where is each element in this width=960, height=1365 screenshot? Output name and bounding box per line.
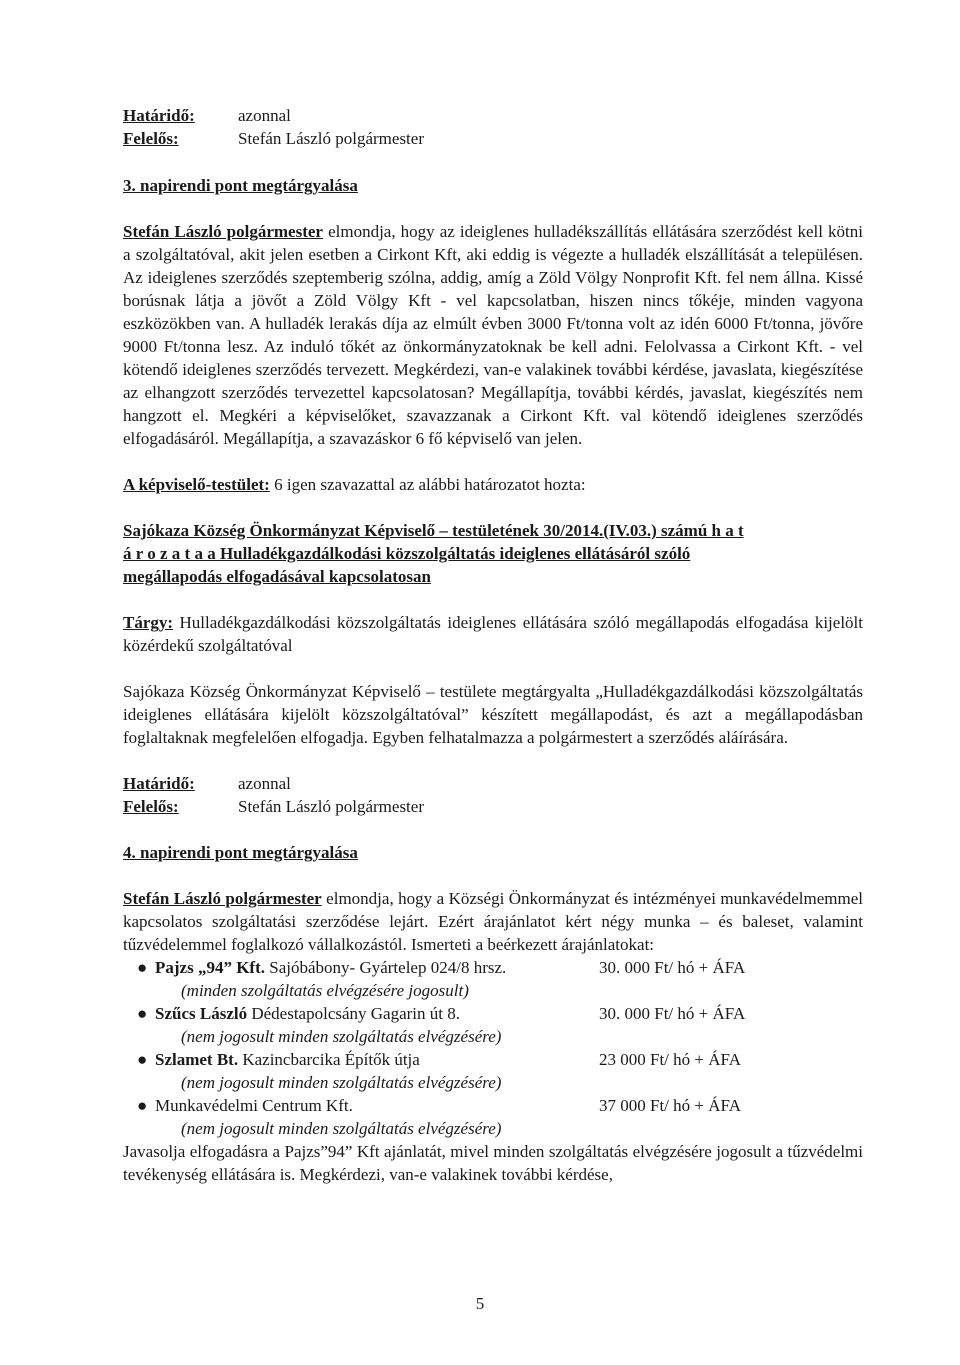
list-item [123,1048,863,1094]
offer-note: (nem jogosult minden szolgáltatás elvégzésére) [181,1073,502,1092]
bullet-icon: ● [137,958,148,977]
subject-paragraph [123,611,863,657]
section4-title: 4. napirendi pont megtárgyalása [123,843,358,862]
deadline-row [123,104,863,127]
section4-paragraph [123,887,863,956]
list-item [123,956,863,1002]
offer-note: (minden szolgáltatás elvégzésére jogosult) [181,981,469,1000]
vote-line [123,473,863,496]
section4-speaker: Stefán László polgármester [123,889,322,908]
section3-speaker: Stefán László polgármester [123,222,323,241]
subject-text: Hulladékgazdálkodási közszolgáltatás ideiglenes ellátására szóló megállapodás elfogadása kijelölt közérdekű szolgáltatóval [123,613,863,655]
decision-paragraph: Sajókaza Község Önkormányzat Képviselő – testülete megtárgyalta „Hulladékgazdálkodási közszolgáltatás ideiglenes ellátására kijelölt közszolgáltatóval” készített megállapodást, és azt a megállapodásban foglaltaknak megfelelően elfogadja. Egyben felhatalmazza a polgármestert a szerződés aláírására. [123,682,863,747]
bullet-icon: ● [137,1096,148,1115]
document-page [123,104,863,1186]
responsible-label-2: Felelős: [123,797,179,816]
vote-text: 6 igen szavazattal az alábbi határozatot hozta: [269,475,586,494]
offer-name: Szűcs László [155,1004,248,1023]
section3-paragraph [123,220,863,450]
responsible-row [123,127,863,150]
offer-price: 30. 000 Ft/ hó + ÁFA [599,1004,746,1023]
section3-text: elmondja, hogy az ideiglenes hulladékszállítás ellátására szerződést kell kötni a szolgáltatóval, akit jelen esetben a Cirkont Kft, aki eddig is végezte a hulladék elszállítását a településen. Az ideiglenes szerződés szeptemberig szólna, addig, amíg a Zöld Völgy Nonprofit Kft. fel nem állna. Kissé borúsnak látja a jövőt a Zöld Völgy Kft - vel kapcsolatban, hiszen nincs tőkéje, minden vagyona eszközökben van. A hulladék lerakás díja az elmúlt évben 3000 Ft/tonna volt az idén 6000 Ft/tonna, jövőre 9000 Ft/tonna lesz. Az induló tőkét az önkormányzatoknak be kell adni. Felolvassa a Cirkont Kft. - vel kötendő ideiglenes szerződés tervezett. Megkérdezi, van-e valakinek további kérdése, javaslata, kiegészítése az elhangzott szerződés tervezettel kapcsolatosan? Megállapítja, további kérdés, javaslat, kiegészítés nem hangzott el. Megkéri a képviselőket, szavazzanak a Cirkont Kft. val kötendő ideiglenes szerződés elfogadásáról. Megállapítja, a szavazáskor 6 fő képviselő van jelen. [123,222,863,448]
section4-text: elmondja, hogy a Községi Önkormányzat és intézményei munkavédelmemmel kapcsolatos szolgáltatási szerződése lejárt. Ezért árajánlatot kért négy munka – és baleset, valamint tűzvédelemmel foglalkozó vállalkozástól. Ismerteti a beérkezett árajánlatokat: [123,889,863,954]
offer-note: (nem jogosult minden szolgáltatás elvégzésére) [181,1119,502,1138]
deadline-value-2: azonnal [238,774,291,793]
bullet-icon: ● [137,1004,148,1023]
resolution-title-1: Sajókaza Község Önkormányzat Képviselő – testületének 30/2014.(IV.03.) számú h a t [123,521,744,540]
vote-subject: A képviselő-testület: [123,475,270,494]
deadline-label-2: Határidő: [123,774,195,793]
responsible-value: Stefán László polgármester [238,129,424,148]
offer-name: Szlamet Bt. [155,1050,239,1069]
deadline-label: Határidő: [123,106,195,125]
bullet-icon: ● [137,1050,148,1069]
offer-note: (nem jogosult minden szolgáltatás elvégzésére) [181,1027,502,1046]
list-item [123,1002,863,1048]
responsible-label: Felelős: [123,129,179,148]
section4-paragraph-2: Javasolja elfogadásra a Pajzs”94” Kft ajánlatát, mivel minden szolgáltatás elvégzésére jogosult a tűzvédelmi tevékenység ellátására is. Megkérdezi, van-e valakinek további kérdése, [123,1142,863,1184]
offer-price: 23 000 Ft/ hó + ÁFA [599,1050,741,1069]
offer-address: Sajóbábony- Gyártelep 024/8 hrsz. [265,958,507,977]
responsible-value-2: Stefán László polgármester [238,797,424,816]
page-number: 5 [475,1294,485,1313]
responsible-row-2 [123,795,863,818]
subject-label: Tárgy: [123,613,174,632]
offer-address: Munkavédelmi Centrum Kft. [155,1096,353,1115]
section3-title: 3. napirendi pont megtárgyalása [123,176,358,195]
deadline-value: azonnal [238,106,291,125]
offer-price: 30. 000 Ft/ hó + ÁFA [599,958,746,977]
offer-name: Pajzs „94” Kft. [155,958,266,977]
resolution-title-3: megállapodás elfogadásával kapcsolatosan [123,567,431,586]
resolution-title-2: á r o z a t a a Hulladékgazdálkodási közszolgáltatás ideiglenes ellátásáról szóló [123,544,691,563]
offer-price: 37 000 Ft/ hó + ÁFA [599,1096,741,1115]
deadline-row-2 [123,772,863,795]
offer-address: Kazincbarcika Építők útja [238,1050,420,1069]
offer-list [123,956,863,1140]
offer-address: Dédestapolcsány Gagarin út 8. [247,1004,461,1023]
list-item [123,1094,863,1140]
